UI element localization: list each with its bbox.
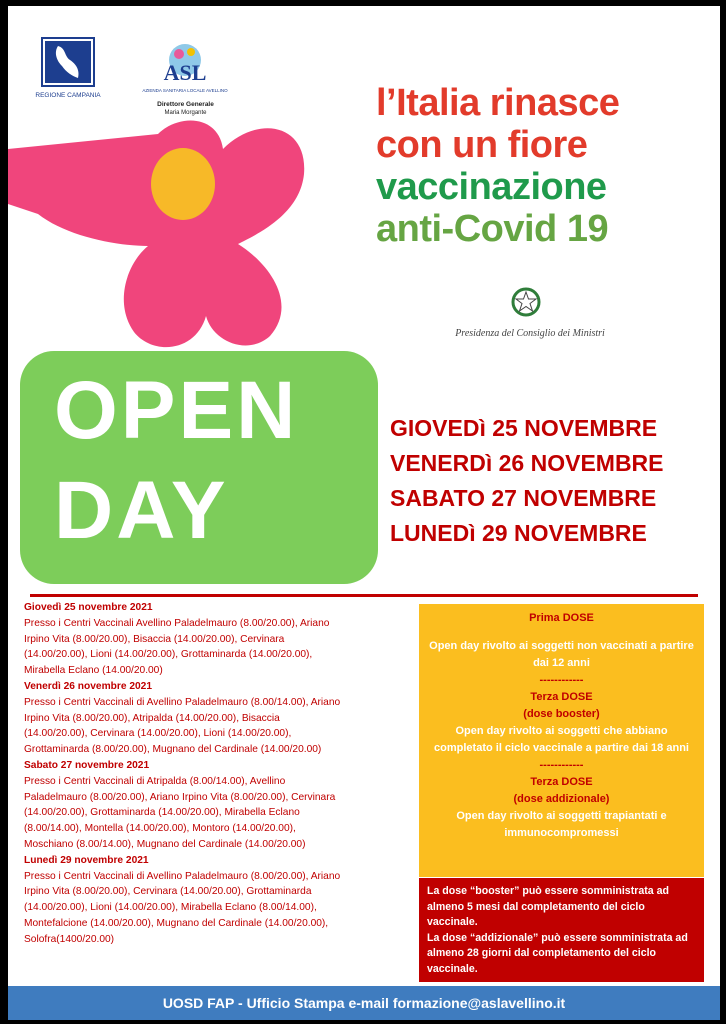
schedule-day <box>24 758 404 853</box>
presidenza-consiglio-label: Presidenza del Consiglio dei Ministri <box>455 328 605 339</box>
asl-avellino-logo <box>142 38 228 98</box>
slogan-line-3: vaccinazione <box>376 166 607 208</box>
slogan-line-2: con un fiore <box>376 124 588 166</box>
terza-addizionale-subtitle: (dose addizionale) <box>513 793 610 805</box>
schedule-line: Presso i Centri Vaccinali di Atripalda (8.00/14.00), Avellino <box>24 775 286 787</box>
schedule-line: Presso i Centri Vaccinali di Avellino Paladelmauro (8.00/14.00), Ariano <box>24 696 341 708</box>
director-title: Direttore Generale <box>157 101 214 108</box>
open-day-line-2: DAY <box>54 465 229 556</box>
date-2: VENERDì 26 NOVEMBRE <box>390 450 664 476</box>
schedule-line: Grottaminarda (8.00/20.00), Mugnano del Cardinale (14.00/20.00) <box>24 744 322 756</box>
date-1: GIOVEDì 25 NOVEMBRE <box>390 415 658 441</box>
terza-addizionale-title: Terza DOSE <box>530 776 593 788</box>
schedule-day <box>24 679 404 758</box>
schedule-line: (14.00/20.00), Lioni (14.00/20.00), Grottaminarda (14.00/20.00), <box>24 649 313 661</box>
open-day-box <box>20 351 378 584</box>
terza-booster-text: Open day rivolto ai soggetti che abbiano completato il ciclo vaccinale a partire dai 18 anni <box>434 725 689 754</box>
schedule-day-title: Lunedì 29 novembre 2021 <box>24 854 149 866</box>
prima-dose-text: Open day rivolto ai soggetti non vaccinati a partire dai 12 anni <box>429 640 694 669</box>
prima-dose-title: Prima DOSE <box>529 612 594 624</box>
schedule-line: (8.00/14.00), Montella (14.00/20.00), Montoro (14.00/20.00), <box>24 823 296 835</box>
asl-subtitle: AZIENDA SANITARIA LOCALE AVELLINO <box>142 88 228 93</box>
schedule-line: (14.00/20.00), Grottaminarda (14.00/20.00), Mirabella Eclano <box>24 807 300 819</box>
open-day-title <box>54 361 298 561</box>
terza-booster-subtitle: (dose booster) <box>523 708 600 720</box>
schedule-line: Mirabella Eclano (14.00/20.00) <box>24 665 163 677</box>
date-4: LUNEDì 29 NOVEMBRE <box>390 520 647 546</box>
schedule-day-title: Sabato 27 novembre 2021 <box>24 759 150 771</box>
schedule-day <box>24 853 404 948</box>
schedule-line: Montefalcione (14.00/20.00), Mugnano del Cardinale (14.00/20.00), <box>24 917 329 929</box>
schedule-list <box>24 600 404 948</box>
schedule-line: (14.00/20.00), Cervinara (14.00/20.00), Lioni (14.00/20.00), <box>24 728 292 740</box>
separator: ------------ <box>539 759 584 771</box>
campaign-slogan <box>376 82 706 250</box>
slogan-line-4: anti-Covid 19 <box>376 208 609 250</box>
booster-note-2: La dose “addizionale” può essere somministrata ad almeno 28 giorni dal completamento del ciclo vaccinale. <box>427 931 688 975</box>
schedule-line: Solofra(1400/20.00) <box>24 933 115 945</box>
schedule-line: Moschiano (8.00/14.00), Mugnano del Cardinale (14.00/20.00) <box>24 838 306 850</box>
schedule-line: Presso i Centri Vaccinali Avellino Paladelmauro (8.00/20.00), Ariano <box>24 617 330 629</box>
regione-campania-logo <box>36 36 100 100</box>
schedule-line: Irpino Vita (8.00/20.00), Bisaccia (14.00/20.00), Cervinara <box>24 633 285 645</box>
terza-addizionale-text: Open day rivolto ai soggetti trapiantati e immunocompromessi <box>456 810 667 839</box>
footer-contact: UOSD FAP - Ufficio Stampa e-mail formazione@aslavellino.it <box>8 986 720 1020</box>
open-day-dates <box>390 411 664 551</box>
schedule-line: Irpino Vita (8.00/20.00), Atripalda (14.00/20.00), Bisaccia <box>24 712 280 724</box>
schedule-day <box>24 600 404 679</box>
open-day-line-1: OPEN <box>54 365 299 456</box>
schedule-line: Irpino Vita (8.00/20.00), Cervinara (14.00/20.00), Grottaminarda <box>24 886 312 898</box>
date-3: SABATO 27 NOVEMBRE <box>390 485 657 511</box>
separator: ------------ <box>539 674 584 686</box>
dose-info-box <box>419 604 704 877</box>
booster-note-box <box>419 878 704 982</box>
regione-campania-label: REGIONE CAMPANIA <box>35 92 101 99</box>
poster-page <box>8 6 720 1020</box>
schedule-line: Presso i Centri Vaccinali di Avellino Paladelmauro (8.00/20.00), Ariano <box>24 870 341 882</box>
red-divider <box>30 594 698 597</box>
flower-illustration <box>8 104 368 354</box>
terza-booster-title: Terza DOSE <box>530 691 593 703</box>
italian-republic-emblem-icon <box>510 286 542 318</box>
director-name: Maria Morgante <box>164 110 207 116</box>
schedule-day-title: Venerdì 26 novembre 2021 <box>24 680 152 692</box>
asl-label: ASL <box>163 60 207 85</box>
schedule-day-title: Giovedì 25 novembre 2021 <box>24 602 153 613</box>
booster-note-1: La dose “booster” può essere somministrata ad almeno 5 mesi dal completamento del ciclo vaccinale. <box>427 885 669 928</box>
schedule-line: (14.00/20.00), Lioni (14.00/20.00), Mirabella Eclano (8.00/14.00), <box>24 902 317 914</box>
schedule-line: Paladelmauro (8.00/20.00), Ariano Irpino Vita (8.00/20.00), Cervinara <box>24 791 336 803</box>
slogan-line-1: l’Italia rinasce <box>376 82 620 124</box>
